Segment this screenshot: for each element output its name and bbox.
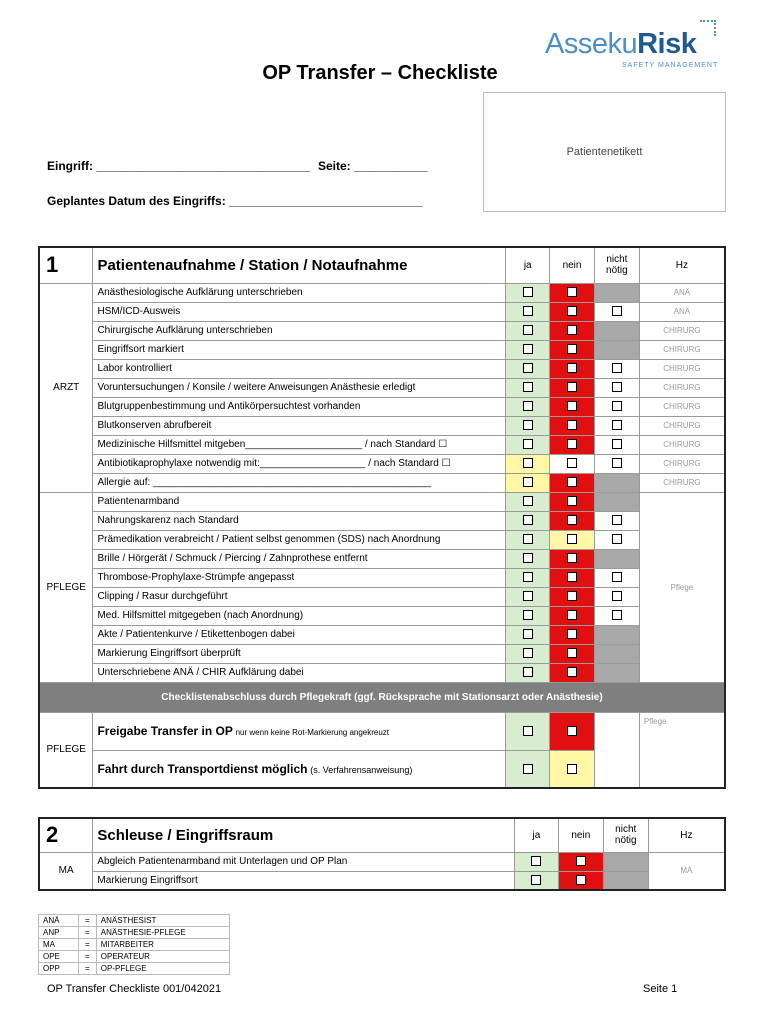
hz-cell: CHIRURG: [639, 454, 725, 473]
list-item: Blutgruppenbestimmung und Antikörpersuchtest vorhanden: [93, 397, 506, 416]
fahrt-row: Fahrt durch Transportdienst möglich (s. Verfahrensanweisung): [93, 750, 506, 788]
legend-abbr: OPE: [39, 951, 79, 963]
legend-abbr: ANP: [39, 927, 79, 939]
checkbox-nicht-noetig[interactable]: [612, 306, 622, 316]
section-2-table: [38, 817, 726, 891]
section-2-number: 2: [39, 818, 93, 852]
legend-eq: =: [78, 963, 96, 975]
checkbox-nein[interactable]: [567, 306, 577, 316]
checklist-completion-band: Checklistenabschluss durch Pflegekraft (ggf. Rücksprache mit Stationsarzt oder Anästhesie): [39, 682, 725, 712]
checkbox-nein[interactable]: [567, 591, 577, 601]
checkbox-nicht-noetig[interactable]: [612, 439, 622, 449]
col-nicht-noetig: nicht nötig: [594, 247, 639, 283]
section-1-title: Patientenaufnahme / Station / Notaufnahme: [93, 247, 506, 283]
checkbox-nicht-noetig[interactable]: [612, 382, 622, 392]
hz-ma: MA: [648, 852, 725, 890]
legend-eq: =: [78, 951, 96, 963]
checkbox-nicht-noetig[interactable]: [612, 401, 622, 411]
col-hz: Hz: [639, 247, 725, 283]
col-ja: ja: [506, 247, 550, 283]
checkbox-nein[interactable]: [567, 667, 577, 677]
hz-cell: CHIRURG: [639, 340, 725, 359]
checkbox-ja[interactable]: [523, 458, 533, 468]
col-ja: ja: [514, 818, 558, 852]
hz-final: Pflege: [639, 712, 725, 788]
checkbox-nein[interactable]: [567, 458, 577, 468]
checkbox-nein[interactable]: [567, 764, 577, 774]
checkbox-nein[interactable]: [567, 287, 577, 297]
checkbox-nein[interactable]: [567, 534, 577, 544]
legend-abbr: ANÄ: [39, 915, 79, 927]
checkbox-nicht-noetig[interactable]: [612, 420, 622, 430]
checkbox-ja[interactable]: [523, 629, 533, 639]
checkbox-nein[interactable]: [567, 363, 577, 373]
checkbox-ja[interactable]: [523, 287, 533, 297]
col-nein: nein: [550, 247, 595, 283]
hz-cell: CHIRURG: [639, 416, 725, 435]
checkbox-ja[interactable]: [523, 591, 533, 601]
datum-field[interactable]: Geplantes Datum des Eingriffs: _____________________________: [47, 194, 423, 208]
legend-eq: =: [78, 927, 96, 939]
group-label-arzt: ARZT: [39, 283, 93, 492]
checkbox-ja[interactable]: [523, 325, 533, 335]
hz-cell: CHIRURG: [639, 359, 725, 378]
checkbox-nicht-noetig[interactable]: [612, 458, 622, 468]
section-1-table: [38, 246, 726, 789]
checkbox-ja[interactable]: [523, 363, 533, 373]
footer-doc-id: OP Transfer Checkliste 001/042021: [47, 983, 222, 995]
checkbox-ja[interactable]: [523, 667, 533, 677]
checkbox-nein[interactable]: [567, 496, 577, 506]
checkbox-ja[interactable]: [523, 534, 533, 544]
legend-eq: =: [78, 915, 96, 927]
logo-corner-icon: [700, 20, 716, 36]
list-item: Eingriffsort markiert: [93, 340, 506, 359]
checkbox-nein[interactable]: [567, 439, 577, 449]
checkbox-nein[interactable]: [567, 420, 577, 430]
list-item: Blutkonserven abrufbereit: [93, 416, 506, 435]
list-item: Clipping / Rasur durchgeführt: [93, 587, 506, 606]
legend-table: [38, 914, 230, 975]
checkbox-nein[interactable]: [567, 726, 577, 736]
list-item: Voruntersuchungen / Konsile / weitere Anweisungen Anästhesie erledigt: [93, 378, 506, 397]
checkbox-nein[interactable]: [567, 477, 577, 487]
list-item: Allergie auf: __________________________________________________: [93, 473, 506, 492]
checkbox-ja[interactable]: [523, 648, 533, 658]
logo-subtitle: SAFETY MANAGEMENT: [622, 62, 719, 69]
footer-page: Seite 1: [643, 983, 678, 995]
checkbox-nein[interactable]: [576, 875, 586, 885]
col-nein: nein: [558, 818, 603, 852]
checkbox-nicht-noetig[interactable]: [612, 572, 622, 582]
legend-abbr: MA: [39, 939, 79, 951]
freigabe-row: Freigabe Transfer in OP nur wenn keine Rot-Markierung angekreuzt: [93, 712, 506, 750]
list-item: Patientenarmband: [93, 492, 506, 511]
list-item: Markierung Eingriffsort überprüft: [93, 644, 506, 663]
patient-sticker-box: Patientenetikett: [483, 92, 726, 212]
group-label-pflege: PFLEGE: [39, 492, 93, 682]
list-item: Antibiotikaprophylaxe notwendig mit:___________________ / nach Standard ☐: [93, 454, 506, 473]
checkbox-nein[interactable]: [567, 515, 577, 525]
checkbox-ja[interactable]: [523, 553, 533, 563]
list-item: Nahrungskarenz nach Standard: [93, 511, 506, 530]
checkbox-ja[interactable]: [523, 477, 533, 487]
list-item: Akte / Patientenkurve / Etikettenbogen dabei: [93, 625, 506, 644]
checkbox-ja[interactable]: [523, 382, 533, 392]
hz-cell: CHIRURG: [639, 397, 725, 416]
checkbox-nein[interactable]: [567, 610, 577, 620]
checkbox-ja[interactable]: [523, 496, 533, 506]
list-item: Markierung Eingriffsort: [93, 871, 515, 890]
checkbox-ja[interactable]: [523, 401, 533, 411]
hz-pflege: Pflege: [639, 492, 725, 682]
checkbox-nicht-noetig[interactable]: [612, 591, 622, 601]
checkbox-nein[interactable]: [567, 344, 577, 354]
hz-cell: ANÄ: [639, 283, 725, 302]
checkbox-nein[interactable]: [567, 325, 577, 335]
list-item: Abgleich Patientenarmband mit Unterlagen und OP Plan: [93, 852, 515, 871]
hz-cell: CHIRURG: [639, 321, 725, 340]
col-nicht-noetig: nicht nötig: [603, 818, 648, 852]
checkbox-ja[interactable]: [531, 856, 541, 866]
checkbox-nein[interactable]: [567, 401, 577, 411]
legend-full: MITARBEITER: [96, 939, 229, 951]
checkbox-ja[interactable]: [523, 306, 533, 316]
checkbox-nicht-noetig[interactable]: [612, 610, 622, 620]
checkbox-ja[interactable]: [523, 344, 533, 354]
legend-eq: =: [78, 939, 96, 951]
checkbox-ja[interactable]: [523, 572, 533, 582]
list-item: Medizinische Hilfsmittel mitgeben_____________________ / nach Standard ☐: [93, 435, 506, 454]
checkbox-ja[interactable]: [523, 439, 533, 449]
section-1-number: 1: [39, 247, 93, 283]
list-item: Brille / Hörgerät / Schmuck / Piercing / Zahnprothese entfernt: [93, 549, 506, 568]
checkbox-nein[interactable]: [567, 572, 577, 582]
list-item: Prämedikation verabreicht / Patient selbst genommen (SDS) nach Anordnung: [93, 530, 506, 549]
logo: AssekuRisk: [545, 28, 697, 60]
list-item: Thrombose-Prophylaxe-Strümpfe angepasst: [93, 568, 506, 587]
hz-cell: ANÄ: [639, 302, 725, 321]
checkbox-ja[interactable]: [523, 420, 533, 430]
checkbox-nicht-noetig[interactable]: [612, 534, 622, 544]
list-item: Anästhesiologische Aufklärung unterschrieben: [93, 283, 506, 302]
legend-full: ANÄSTHESIST: [96, 915, 229, 927]
legend-full: OPERATEUR: [96, 951, 229, 963]
hz-cell: CHIRURG: [639, 378, 725, 397]
section-2-title: Schleuse / Eingriffsraum: [93, 818, 515, 852]
hz-cell: CHIRURG: [639, 473, 725, 492]
legend-full: ANÄSTHESIE-PFLEGE: [96, 927, 229, 939]
checkbox-nicht-noetig[interactable]: [612, 363, 622, 373]
checkbox-ja[interactable]: [523, 610, 533, 620]
seite-field[interactable]: Seite: ___________: [318, 159, 428, 173]
list-item: Chirurgische Aufklärung unterschrieben: [93, 321, 506, 340]
checkbox-ja[interactable]: [523, 726, 533, 736]
page-title: OP Transfer – Checkliste: [262, 62, 498, 84]
list-item: Labor kontrolliert: [93, 359, 506, 378]
legend-full: OP-PFLEGE: [96, 963, 229, 975]
group-label-final: PFLEGE: [39, 712, 93, 788]
legend-abbr: OPP: [39, 963, 79, 975]
eingriff-field[interactable]: Eingriff: ________________________________: [47, 159, 310, 173]
checkbox-ja[interactable]: [523, 764, 533, 774]
col-hz: Hz: [648, 818, 725, 852]
checkbox-nicht-noetig[interactable]: [612, 515, 622, 525]
checkbox-ja[interactable]: [523, 515, 533, 525]
checkbox-nein[interactable]: [567, 648, 577, 658]
list-item: Med. Hilfsmittel mitgegeben (nach Anordnung): [93, 606, 506, 625]
group-label-ma: MA: [39, 852, 93, 890]
checkbox-nein[interactable]: [576, 856, 586, 866]
checkbox-nein[interactable]: [567, 382, 577, 392]
checkbox-nein[interactable]: [567, 553, 577, 563]
list-item: HSM/ICD-Ausweis: [93, 302, 506, 321]
hz-cell: CHIRURG: [639, 435, 725, 454]
checkbox-ja[interactable]: [531, 875, 541, 885]
checkbox-nein[interactable]: [567, 629, 577, 639]
list-item: Unterschriebene ANÄ / CHIR Aufklärung dabei: [93, 663, 506, 682]
